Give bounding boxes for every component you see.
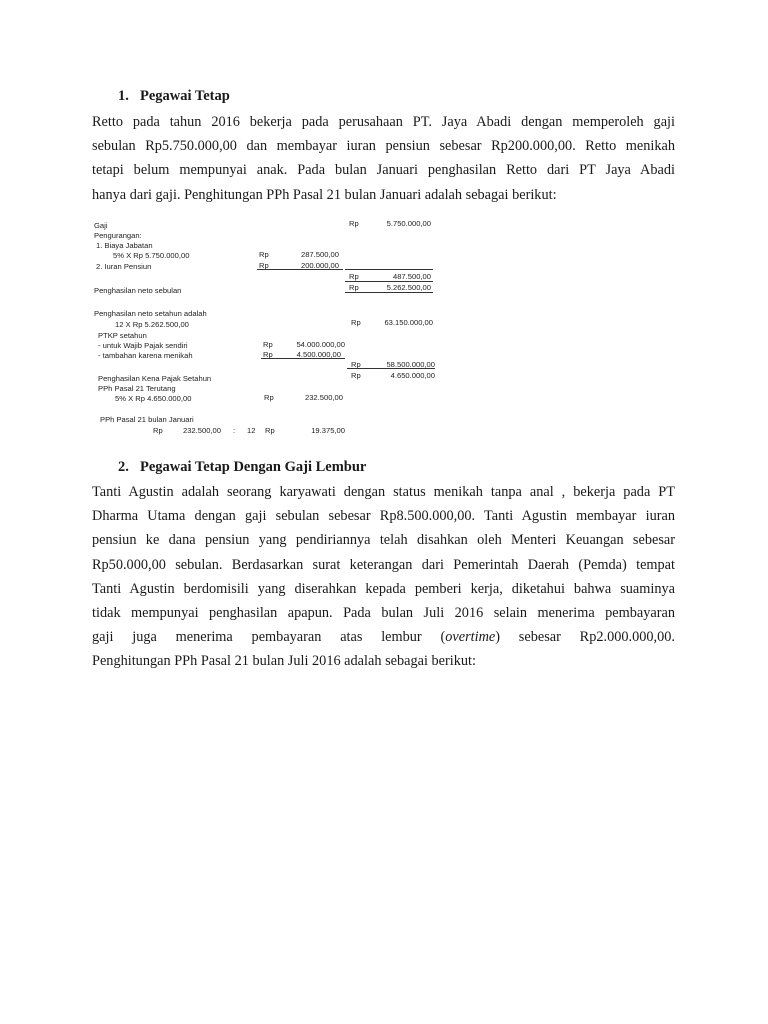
calc-label: PPh Pasal 21 bulan Januari (100, 415, 194, 424)
calc-rp: Rp (153, 426, 163, 435)
section-1-number: 1. (118, 88, 129, 104)
paragraph-line: pensiun ke dana pensiun yang pendiriannya telah disahkan oleh Menteri Keuangan sebesar (92, 532, 675, 549)
calc-divisor: 12 (247, 426, 256, 435)
paragraph-line: Tanti Agustin adalah seorang karyawati dengan status menikah tanpa anal , bekerja pada PT (92, 484, 675, 500)
calc-rp: Rp (264, 393, 274, 402)
calc-rp: Rp (351, 360, 361, 369)
section-1-heading (118, 88, 230, 105)
calc-label: Penghasilan Kena Pajak Setahun (98, 374, 212, 383)
calc-formula: 5% X Rp 4.650.000,00 (115, 394, 192, 403)
calc-rp: Rp (349, 219, 359, 228)
section-2-number: 2. (118, 459, 129, 475)
section-1-paragraph (92, 110, 675, 207)
section-2-title: Pegawai Tetap Dengan Gaji Lembur (140, 459, 367, 475)
calc-amount: 4.650.000,00 (390, 371, 435, 380)
calc-formula: 5% X Rp 5.750.000,00 (113, 251, 190, 260)
calc-amount: 58.500.000,00 (386, 360, 435, 369)
subtotal-rule (257, 269, 343, 270)
calc-rp: Rp (259, 250, 269, 259)
paragraph-line: hanya dari gaji. Penghitungan PPh Pasal 21 bulan Januari adalah sebagai berikut: (92, 186, 557, 203)
calc-label: Penghasilan neto sebulan (94, 286, 182, 295)
subtotal-rule (345, 281, 433, 282)
calc-label: - tambahan karena menikah (98, 351, 193, 360)
subtotal-rule (345, 292, 433, 293)
calc-amount: 54.000.000,00 (296, 340, 345, 349)
calc-amount: 232.500,00 (304, 393, 343, 402)
paragraph-line: sebulan Rp5.750.000,00 dan membayar iuran pensiun sebesar Rp200.000,00. Retto menikah (92, 138, 675, 155)
calc-label: 1. Biaya Jabatan (96, 241, 153, 250)
calc-amount: 200.000,00 (300, 261, 339, 270)
calc-label: Penghasilan neto setahun adalah (94, 309, 207, 318)
paragraph-line: Tanti Agustin berdomisili yang diserahkan kepada pemberi kerja, diketahui bahwa suaminya (92, 580, 675, 597)
calc-amount: 5.750.000,00 (386, 219, 431, 228)
calc-rp: Rp (351, 371, 361, 380)
calc-rp: Rp (263, 340, 273, 349)
paragraph-line (92, 625, 675, 649)
subtotal-rule (347, 368, 435, 369)
section-2-heading (118, 459, 366, 476)
pph-calculation-block (93, 216, 443, 438)
calc-rp: Rp (259, 261, 269, 270)
calc-amount: 487.500,00 (392, 272, 431, 281)
overtime-term: overtime (445, 629, 496, 646)
paragraph-line: Penghitungan PPh Pasal 21 bulan Juli 2016 adalah sebagai berikut: (92, 653, 476, 670)
calc-label: Pengurangan: (94, 231, 142, 240)
calc-amount: 4.500.000,00 (296, 350, 341, 359)
paragraph-line: Retto pada tahun 2016 bekerja pada perusahaan PT. Jaya Abadi dengan memperoleh gaji (92, 114, 675, 130)
paragraph-line: tidak mempunyai penghasilan apapun. Pada bulan Juli 2016 selain menerima pembayaran (92, 604, 675, 621)
subtotal-rule (345, 269, 433, 270)
calc-label: PPh Pasal 21 Terutang (98, 384, 176, 393)
paragraph-line: Dharma Utama dengan gaji sebulan sebesar Rp8.500.000,00. Tanti Agustin membayar iuran (92, 508, 675, 525)
paragraph-line: tetapi belum mempunyai anak. Pada bulan Januari penghasilan Retto dari PT Jaya Abadi (92, 162, 675, 179)
calc-amount: 63.150.000,00 (384, 318, 433, 327)
subtotal-rule (261, 358, 345, 359)
section-2-paragraph (92, 480, 675, 674)
calc-rp: Rp (349, 272, 359, 281)
calc-operator: : (233, 426, 236, 435)
calc-label: PTKP setahun (98, 331, 147, 340)
calc-rp: Rp (265, 426, 275, 435)
calc-rp: Rp (349, 283, 359, 292)
section-1-title: Pegawai Tetap (140, 88, 230, 104)
calc-amount: 5.262.500,00 (386, 283, 431, 292)
paragraph-text: ) sebesar Rp2.000.000,00. (495, 629, 675, 646)
calc-rp: Rp (263, 350, 273, 359)
paragraph-text: gaji juga menerima pembayaran atas lembur ( (92, 629, 446, 646)
calc-rp: Rp (351, 318, 361, 327)
calc-label: - untuk Wajib Pajak sendiri (98, 341, 188, 350)
calc-formula: 12 X Rp 5.262.500,00 (115, 320, 189, 329)
paragraph-line: Rp50.000,00 sebulan. Berdasarkan surat keterangan dari Pemerintah Daerah (Pemda) tempat (92, 556, 675, 573)
calc-label: 2. Iuran Pensiun (96, 262, 152, 271)
calc-amount: 232.500,00 (182, 426, 221, 435)
calc-amount: 19.375,00 (311, 426, 345, 435)
calc-label: Gaji (94, 221, 108, 230)
calc-amount: 287.500,00 (300, 250, 339, 259)
